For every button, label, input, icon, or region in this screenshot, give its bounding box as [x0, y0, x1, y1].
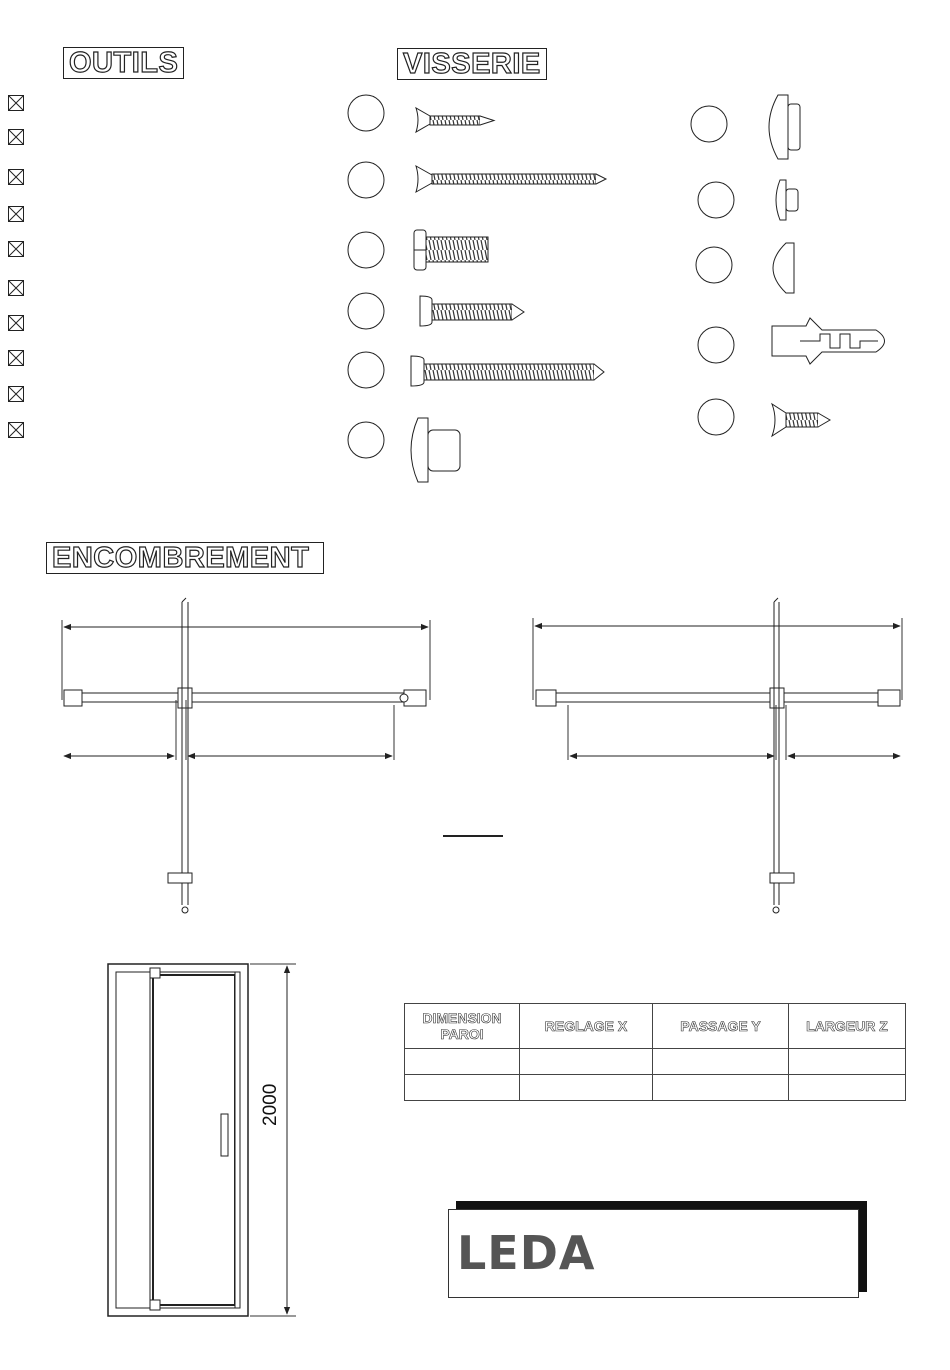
- table-header-reglage-x: REGLAGE X: [520, 1004, 653, 1049]
- wall-plug-icon: [772, 318, 885, 364]
- product-name-box: [448, 1209, 859, 1298]
- outils-title: OUTILS: [63, 47, 184, 79]
- table-cell: [520, 1075, 653, 1101]
- hardware-label-circle: [698, 399, 734, 435]
- screw-icon: [416, 166, 606, 192]
- screw-icon: [772, 404, 830, 436]
- dimension-table: [404, 1003, 906, 1101]
- cap-icon: [776, 180, 798, 220]
- screw-icon: [420, 296, 524, 326]
- table-row: [405, 1049, 906, 1075]
- height-dimension-label: 2000: [260, 1083, 281, 1126]
- hardware-label-circle: [348, 162, 384, 198]
- hardware-label-circle: [348, 95, 384, 131]
- front-elevation-view: [108, 964, 296, 1316]
- table-cell: [653, 1075, 789, 1101]
- hardware-label-circle: [696, 247, 732, 283]
- table-header-dimension-paroi: DIMENSION PAROI: [405, 1004, 520, 1049]
- hardware-label-circle: [348, 293, 384, 329]
- table-cell: [789, 1049, 906, 1075]
- table-cell: [653, 1049, 789, 1075]
- table-cell: [520, 1049, 653, 1075]
- product-name: LEDA: [457, 1226, 596, 1280]
- table-header-passage-y: PASSAGE Y: [653, 1004, 789, 1049]
- table-header-largeur-z: LARGEUR Z: [789, 1004, 906, 1049]
- hardware-label-circle: [348, 232, 384, 268]
- hardware-label-circle: [691, 106, 727, 142]
- table-cell: [405, 1075, 520, 1101]
- encombrement-title: ENCOMBREMENT: [46, 542, 324, 574]
- table-cell: [405, 1049, 520, 1075]
- cap-icon: [411, 418, 460, 482]
- machine-screw-icon: [414, 230, 488, 270]
- visserie-title: VISSERIE: [397, 48, 547, 80]
- screw-icon: [411, 356, 604, 386]
- hardware-label-circle: [698, 182, 734, 218]
- left-plan-view: [62, 598, 430, 913]
- cap-icon: [769, 95, 800, 159]
- hardware-label-circle: [698, 327, 734, 363]
- table-cell: [789, 1075, 906, 1101]
- screw-icon: [416, 108, 494, 132]
- table-row: [405, 1075, 906, 1101]
- hardware-label-circle: [348, 352, 384, 388]
- hardware-label-circle: [348, 422, 384, 458]
- right-plan-view: [533, 598, 902, 913]
- cap-icon: [773, 243, 794, 293]
